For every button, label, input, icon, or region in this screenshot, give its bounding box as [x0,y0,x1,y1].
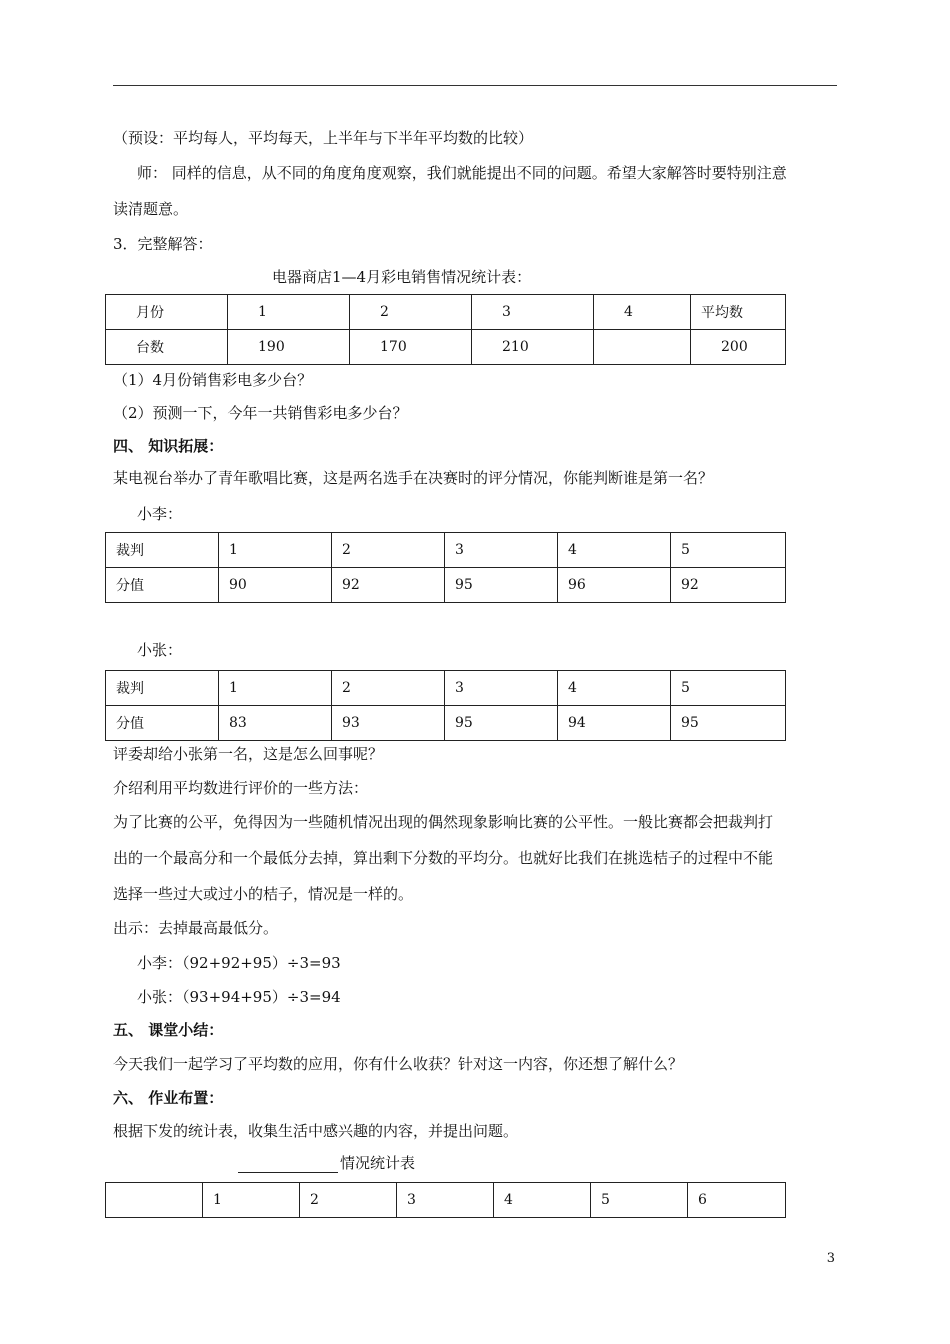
calc-xiaoli: 小李：（92+92+95）÷3=93 [137,954,341,972]
table-cell: 裁判 [106,533,219,568]
table-cell: 台数 [106,330,228,365]
presets-line: （预设：平均每人，平均每天，上半年与下半年平均数的比较） [113,129,534,147]
section-5-text: 今天我们一起学习了平均数的应用，你有什么收获？针对这一内容，你还想了解什么？ [113,1055,684,1073]
show-text: 出示：去掉最高最低分。 [113,919,279,937]
question-1: （1）4月份销售彩电多少台？ [113,371,313,389]
table-cell: 3 [445,671,558,706]
table-cell: 2 [332,533,445,568]
paragraph-line-3: 选择一些过大或过小的桔子，情况是一样的。 [113,885,414,903]
table-cell: 3 [397,1183,494,1218]
fill-in-blank [238,1158,338,1173]
xiaoli-label: 小李： [137,505,183,523]
table-cell: 94 [558,706,671,741]
xiaozhang-score-table [105,670,786,741]
table-cell: 95 [445,706,558,741]
table-cell: 5 [671,533,786,568]
section-4-text: 某电视台举办了青年歌唱比赛，这是两名选手在决赛时的评分情况，你能判断谁是第一名？ [113,469,714,487]
page-number: 3 [826,1251,835,1266]
xiaoli-score-table [105,532,786,603]
table-cell: 1 [219,533,332,568]
table-cell: 95 [445,568,558,603]
table-cell: 裁判 [106,671,219,706]
header-rule [113,85,837,86]
section-6-heading: 六、 作业布置： [113,1089,224,1107]
table-cell: 90 [219,568,332,603]
table-cell: 1 [228,295,350,330]
paragraph-line-2: 出的一个最高分和一个最低分去掉，算出剩下分数的平均分。也就好比我们在挑选桔子的过程中不能 [113,849,774,867]
table-row [106,706,786,741]
table-row [106,568,786,603]
section-5-heading: 五、 课堂小结： [113,1021,224,1039]
table-row [106,533,786,568]
teacher-line-1: 师： 同样的信息，从不同的角度角度观察，我们就能提出不同的问题。希望大家解答时要特别注意 [137,164,787,182]
table3-title [238,1153,415,1173]
xiaozhang-label: 小张： [137,641,183,659]
section-3-heading: 3．完整解答： [113,235,213,253]
sales-table [105,294,786,365]
table-cell: 1 [219,671,332,706]
paragraph-line-1: 为了比赛的公平，免得因为一些随机情况出现的偶然现象影响比赛的公平性。一般比赛都会把裁判打 [113,813,774,831]
table-cell [594,330,691,365]
table-cell: 92 [671,568,786,603]
table-cell: 3 [445,533,558,568]
table-row [106,330,786,365]
table-cell: 2 [332,671,445,706]
table-cell: 5 [591,1183,688,1218]
table-cell: 2 [350,295,472,330]
table-cell: 200 [691,330,786,365]
table-cell: 92 [332,568,445,603]
section-6-text: 根据下发的统计表，收集生活中感兴趣的内容，并提出问题。 [113,1122,519,1140]
table-cell: 1 [203,1183,300,1218]
teacher-line-2: 读清题意。 [113,200,189,218]
table-cell: 96 [558,568,671,603]
table-cell: 4 [594,295,691,330]
table-cell: 分值 [106,568,219,603]
table-cell: 6 [688,1183,786,1218]
table-cell: 170 [350,330,472,365]
table-cell: 93 [332,706,445,741]
table-cell: 平均数 [691,295,786,330]
table-cell: 5 [671,671,786,706]
table3-title-suffix: 情况统计表 [340,1154,416,1172]
table-cell: 190 [228,330,350,365]
table-cell: 210 [472,330,594,365]
table-row [106,671,786,706]
table-cell: 3 [472,295,594,330]
table-cell: 4 [558,533,671,568]
methods-intro: 介绍利用平均数进行评价的一些方法： [113,779,369,797]
table-cell: 4 [494,1183,591,1218]
table-row [106,295,786,330]
section-4-heading: 四、 知识拓展： [113,437,224,455]
table-cell: 月份 [106,295,228,330]
table-cell: 2 [300,1183,397,1218]
table-cell: 83 [219,706,332,741]
homework-table [105,1182,786,1218]
question-2: （2）预测一下，今年一共销售彩电多少台？ [113,404,408,422]
table-cell: 分值 [106,706,219,741]
judge-question: 评委却给小张第一名，这是怎么回事呢？ [113,745,384,763]
table-cell [106,1183,203,1218]
table-row [106,1183,786,1218]
table-cell: 95 [671,706,786,741]
calc-xiaozhang: 小张：（93+94+95）÷3=94 [137,988,341,1006]
table1-title: 电器商店1—4月彩电销售情况统计表： [272,268,532,286]
table-cell: 4 [558,671,671,706]
